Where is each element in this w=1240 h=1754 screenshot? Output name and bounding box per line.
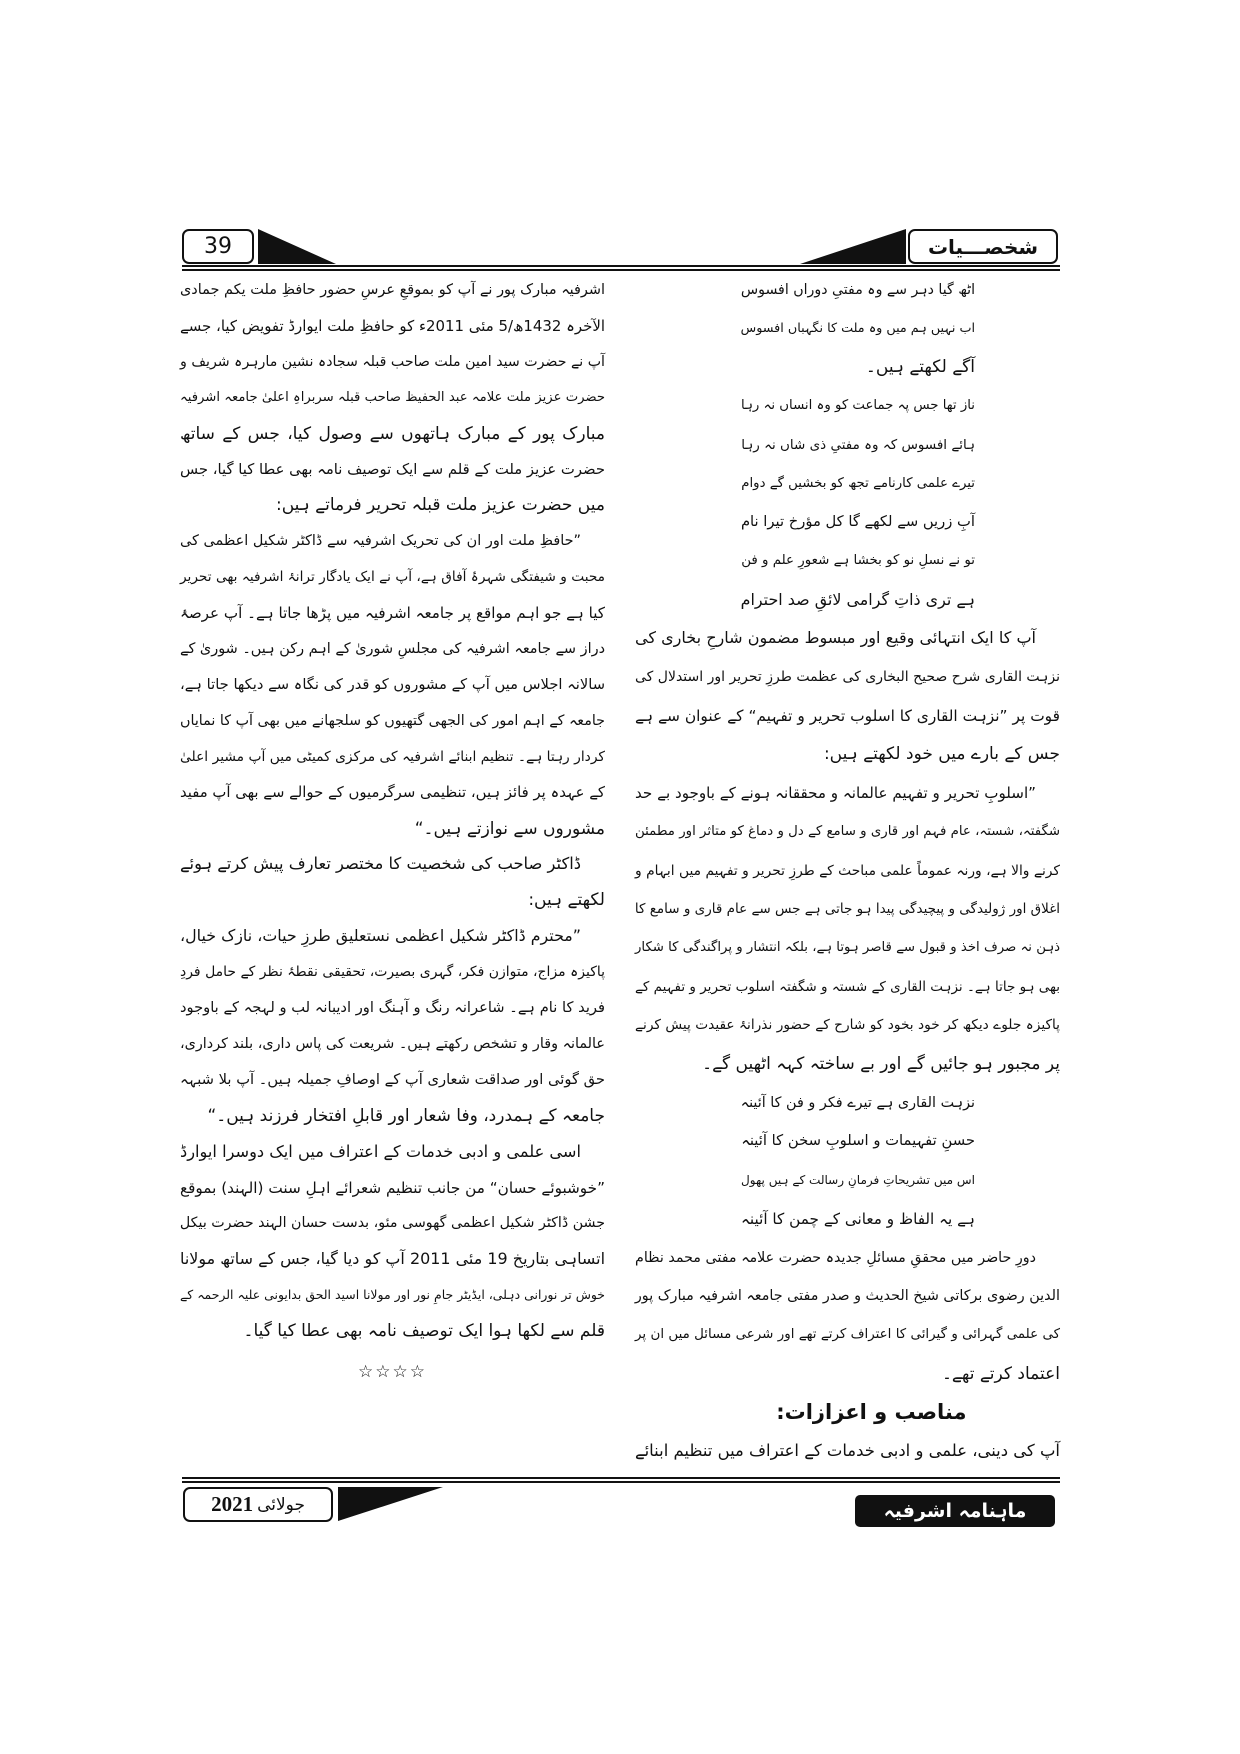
footer-triangle-decoration [338,1487,444,1522]
text-line: ”اسلوبِ تحریر و تفہیم عالمانہ و محققانہ ہونے کے باوجود بے حد [635,784,1036,803]
header-right-triangle-decoration [800,229,906,264]
text-line: اتساہی بتاریخ 19 مئی 2011 آپ کو دیا گیا، جس کے ساتھ مولانا [180,1249,606,1269]
text-line: جامعہ کے اہم امور کی الجھی گتھیوں کو سلجھانے میں بھی آپ کا نمایاں [180,712,605,729]
section-title: شخصـــیات [927,234,1039,259]
separator-stars: ☆☆☆☆ [358,1362,427,1382]
text-line: آپ کا ایک انتہائی وقیع اور مبسوط مضمون شارحِ بخاری کی [635,628,1036,648]
text-line: دورِ حاضر میں محققِ مسائلِ جدیدہ حضرت علامہ مفتی محمد نظام [635,1249,1036,1266]
text-line: حضرت عزیز ملت علامہ عبد الحفیظ صاحب قبلہ سربراہِ اعلیٰ جامعہ اشرفیہ [180,389,605,405]
text-line: اشرفیہ مبارک پور نے آپ کو بموقعِ عرسِ حضور حافظِ ملت یکم جمادی [180,282,605,298]
page-number-box [182,229,254,264]
text-line: پر مجبور ہو جائیں گے اور بے ساختہ کہہ اٹھیں گے۔ [702,1054,1060,1074]
text-line: ”خوشبوئے حسان“ من جانب تنظیم شعرائے اہلِ سنت (الہند) بموقع [180,1178,605,1197]
issue-year: 2021 [211,1492,254,1516]
text-line: کیا ہے جو اہم مواقع پر جامعہ اشرفیہ میں پڑھا جاتا ہے۔ آپ عرصۂ [180,604,605,623]
verse-line: ہے تری ذاتِ گرامی لائقِ صد احترام [740,589,975,609]
verse-line: آبِ زریں سے لکھے گا کل مؤرخ تیرا نام [740,513,975,531]
verse-line: حسنِ تفہیمات و اسلوبِ سخن کا آئینہ [741,1132,975,1150]
text-line: جشن ڈاکٹر شکیل اعظمی گھوسی مئو، بدست حسان الہند حضرت بیکل [179,1215,605,1232]
text-line: خوش تر نورانی دہلی، ایڈیٹر جامِ نور اور مولانا اسید الحق بدایونی علیہ الرحمہ کے [180,1287,605,1303]
text-line: بھی ہو جاتا ہے۔ نزہت القاری کے شستہ و شگفتہ اسلوب تحریر و تفہیم کے [634,978,1060,995]
text-line: الدین رضوی برکاتی شیخ الحدیث و صدر مفتی جامعہ اشرفیہ مبارک پور [634,1288,1060,1305]
text-line: اسی علمی و ادبی خدمات کے اعتراف میں ایک دوسرا ایوارڈ [180,1141,581,1161]
text-line: لکھتے ہیں: [528,890,605,911]
verse-line: اٹھ گیا دہر سے وہ مفتیِ دوراں افسوس [740,282,975,298]
text-line: اغلاق اور ژولیدگی و پیچیدگی پیدا ہو جاتی ہے جس سے عام قاری و سامع کا [634,901,1060,918]
text-line: کی علمی گہرائی و گیرائی کا اعتراف کرتے تھے اور شرعی مسائل میں ان پر [635,1326,1060,1342]
text-line: مشوروں سے نوازتے ہیں۔“ [414,818,605,839]
text-line: کے عہدہ پر فائز ہیں، تنظیمی سرگرمیوں کے حوالے سے بھی آپ مفید [180,783,605,801]
text-line: جامعہ کے ہمدرد، وفا شعار اور قابلِ افتخار فرزند ہیں۔“ [207,1105,605,1126]
text-line: ڈاکٹر صاحب کی شخصیت کا مختصر تعارف پیش کرتے ہوئے [180,854,581,874]
text-line: دراز سے جامعہ اشرفیہ کی مجلسِ شوریٰ کے اہم رکن ہیں۔ شوریٰ کے [180,641,605,657]
verse-line: اس میں تشریحاتِ فرمانِ رسالت کے ہیں پھول [740,1173,975,1188]
verse-line: نزہت القاری ہے تیرے فکر و فن کا آئینہ [740,1094,975,1111]
verse-line: اب نہیں ہم میں وہ ملت کا نگہباں افسوس [740,320,975,336]
text-line: ذہن نہ صرف اخذ و قبول سے قاصر ہوتا ہے، بلکہ انتشار و پراگندگی کا شکار [635,939,1060,955]
text-line: الآخرہ 1432ھ/5 مئی 2011ء کو حافظِ ملت ایوارڈ تفویض کیا، جسے [180,316,605,335]
text-line: ”حافظِ ملت اور ان کی تحریک اشرفیہ سے ڈاکٹر شکیل اعظمی کی [180,533,581,550]
magazine-name: ماہنامہ اشرفیہ [883,1500,1027,1522]
text-line: محبت و شیفتگی شہرۂ آفاق ہے، آپ نے ایک یادگار ترانۂ اشرفیہ بھی تحریر [180,569,605,586]
text-line: سالانہ اجلاس میں آپ کے مشوروں کو قدر کی نگاہ سے دیکھا جاتا ہے، [180,675,605,693]
verse-line: تو نے نسلِ نو کو بخشا ہے شعورِ علم و فن [741,552,975,568]
text-line: قلم سے لکھا ہوا ایک توصیف نامہ بھی عطا کیا گیا۔ [243,1321,605,1342]
issue-date-box [183,1487,333,1522]
text-line: شگفتہ، شستہ، عام فہم اور قاری و سامع کے دل و دماغ کو متاثر اور مطمئن [635,823,1060,839]
magazine-name-box [855,1495,1055,1527]
verse-line: ہے یہ الفاظ و معانی کے چمن کا آئینہ [740,1209,975,1228]
section-heading: مناصب و اعزازات: [776,1400,967,1425]
verse-line: تیرے علمی کارنامے تجھ کو بخشیں گے دوام [741,475,975,491]
section-title-box [908,229,1058,264]
text-line: مبارک پور کے مبارک ہاتھوں سے وصول کیا، جس کے ساتھ [180,423,605,444]
verse-line: ناز تھا جس پہ جماعت کو وہ انساں نہ رہا [741,398,975,414]
text-line: فرید کا نام ہے۔ شاعرانہ رنگ و آہنگ اور ادیبانہ لب و لہجہ کے باوجود [180,999,605,1016]
text-line: میں حضرت عزیز ملت قبلہ تحریر فرماتے ہیں: [276,495,605,516]
text-line: آگے لکھتے ہیں۔ [865,357,975,378]
header-left-triangle-decoration [258,229,338,264]
text-line: نزہت القاری شرح صحیح البخاری کی عظمت طرزِ تحریر اور استدلال کی [635,669,1060,685]
text-line: قوت پر ”نزہت القاری کا اسلوب تحریر و تفہیم“ کے عنوان سے ہے [635,706,1060,725]
footer-rule [182,1477,1060,1483]
text-line: آپ کی دینی، علمی و ادبی خدمات کے اعتراف میں تنظیم ابنائے [635,1441,1060,1460]
page-number: 39 [204,234,232,259]
text-line: اعتماد کرتے تھے۔ [941,1363,1060,1384]
text-line: حق گوئی اور صداقت شعاری آپ کے اوصافِ جمیلہ ہیں۔ آپ بلا شبہہ [180,1070,605,1088]
text-line: حضرت عزیز ملت کے قلم سے ایک توصیف نامہ بھی عطا کیا گیا، جس [180,460,605,478]
text-line: پاکیزہ مزاج، متوازن فکر، گہری بصیرت، تحقیقی نقطۂ نظر کے حامل فردِ [180,964,605,981]
text-line: جس کے بارے میں خود لکھتے ہیں: [823,744,1060,765]
header-rule [182,265,1060,271]
text-line: آپ نے حضرت سید امین ملت صاحب قبلہ سجادہ نشین مارہرہ شریف و [180,353,605,370]
issue-month: جولائی [257,1494,305,1515]
text-line: پاکیزہ جلوے دیکھ کر خود بخود کو شارح کے حضور نذرانۂ عقیدت پیش کرنے [635,1017,1060,1034]
verse-line: ہائے افسوس کہ وہ مفتیِ ذی شاں نہ رہا [741,436,975,453]
text-line: ”محترم ڈاکٹر شکیل اعظمی نستعلیق طرزِ حیات، نازک خیال، [180,926,581,946]
text-line: کرنے والا ہے، ورنہ عموماً علمی مباحث کے طرزِ تحریر و تفہیم میں ابہام و [635,862,1060,879]
text-line: عالمانہ وقار و تشخص رکھتے ہیں۔ شریعت کی پاس داری، بلند کرداری، [180,1035,605,1052]
text-line: کردار رہتا ہے۔ تنظیم ابنائے اشرفیہ کی مرکزی کمیٹی میں آپ مشیر اعلیٰ [180,748,605,765]
